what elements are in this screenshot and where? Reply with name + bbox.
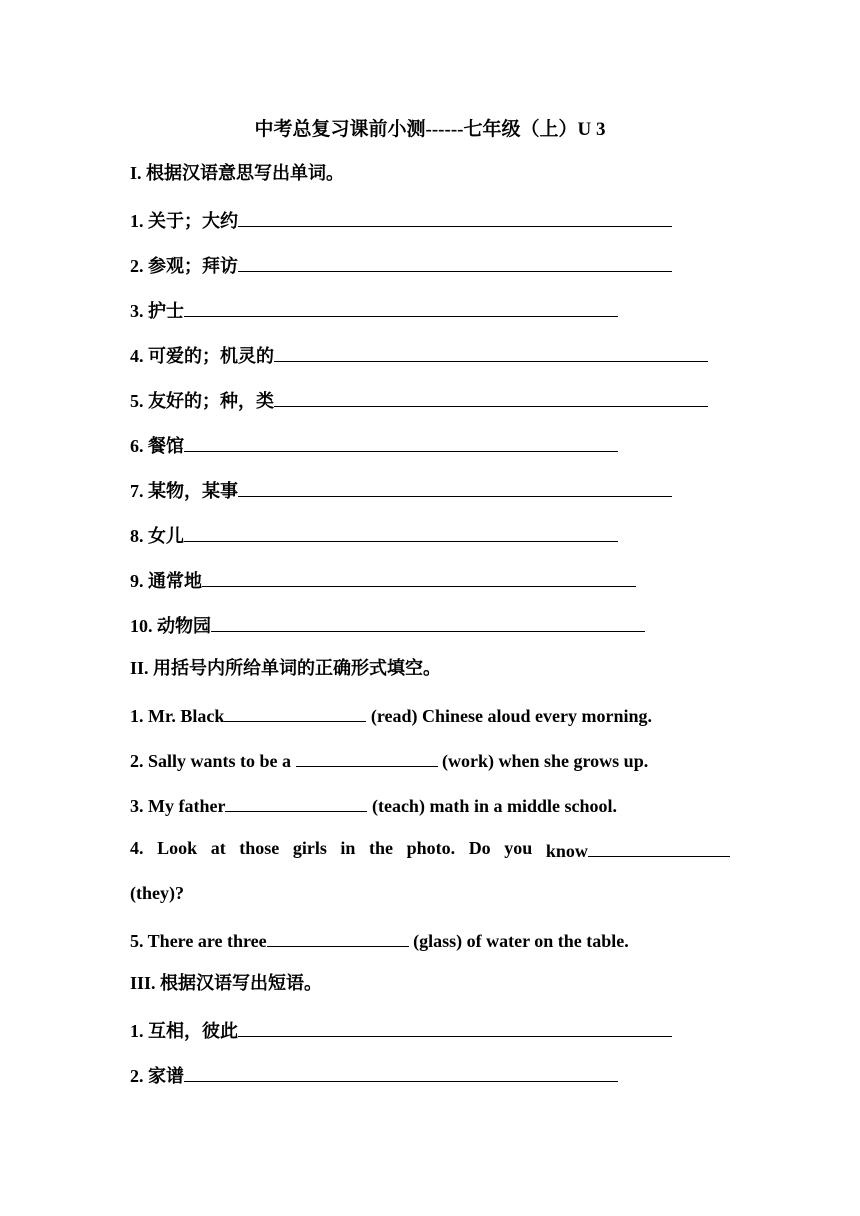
vocab-item-7 (130, 476, 672, 503)
answer-blank[interactable] (238, 206, 672, 227)
answer-blank[interactable] (224, 701, 366, 722)
vocab-item-3 (130, 296, 618, 323)
answer-blank[interactable] (267, 926, 409, 947)
vocab-item-2 (130, 251, 672, 278)
answer-blank[interactable] (296, 746, 438, 767)
fill-word: you (504, 838, 533, 858)
fill-word: at (210, 838, 226, 858)
answer-blank[interactable] (274, 341, 708, 362)
fill-word: photo. (406, 838, 456, 858)
vocab-item-label: 4. 可爱的；机灵的 (130, 346, 274, 366)
fill-item-4-continued: (they)? (130, 883, 184, 903)
vocab-item-10 (130, 611, 645, 638)
vocab-item-label: 7. 某物，某事 (130, 481, 238, 501)
fill-item-text-before: 3. My father (130, 796, 226, 816)
vocab-item-label: 5. 友好的；种，类 (130, 391, 274, 411)
answer-blank[interactable] (211, 611, 645, 632)
fill-item-3 (130, 791, 617, 818)
fill-word: girls (292, 838, 327, 858)
answer-blank[interactable] (184, 1061, 618, 1082)
vocab-item-8 (130, 521, 618, 548)
vocab-item-label: 8. 女儿 (130, 526, 184, 546)
fill-item-text-after: (read) Chinese aloud every morning. (366, 706, 652, 726)
phrase-item-1 (130, 1016, 672, 1043)
vocab-item-label: 10. 动物园 (130, 616, 211, 636)
fill-word: in (340, 838, 356, 858)
fill-item-2 (130, 746, 648, 773)
fill-word: those (239, 838, 280, 858)
fill-word-with-blank: know (546, 836, 730, 863)
vocab-item-1 (130, 206, 672, 233)
answer-blank[interactable] (184, 521, 618, 542)
fill-item-text-after: (teach) math in a middle school. (367, 796, 617, 816)
fill-word: 4. (130, 838, 144, 858)
vocab-item-label: 1. 关于；大约 (130, 211, 238, 231)
answer-blank[interactable] (274, 386, 708, 407)
fill-word: Do (468, 838, 491, 858)
fill-item-text-before: 2. Sally wants to be a (130, 751, 296, 771)
vocab-item-label: 6. 餐馆 (130, 436, 184, 456)
vocab-item-4 (130, 341, 708, 368)
page-title: 中考总复习课前小测------七年级（上）U 3 (254, 119, 606, 140)
answer-blank[interactable] (238, 476, 672, 497)
vocab-item-label: 3. 护士 (130, 301, 184, 321)
vocab-item-9 (130, 566, 636, 593)
fill-item-5 (130, 926, 629, 953)
fill-item-text-after: (work) when she grows up. (437, 751, 649, 771)
phrase-item-2 (130, 1061, 618, 1088)
answer-blank[interactable] (238, 251, 672, 272)
vocab-item-label: 9. 通常地 (130, 571, 202, 591)
phrase-item-label: 1. 互相，彼此 (130, 1021, 238, 1041)
fill-item-text-before: 5. There are three (130, 931, 267, 951)
section-1-heading: I. 根据汉语意思写出单词。 (130, 163, 345, 183)
answer-blank[interactable] (184, 296, 618, 317)
fill-item-1 (130, 701, 652, 728)
fill-word: the (369, 838, 394, 858)
answer-blank[interactable] (238, 1016, 672, 1037)
answer-blank[interactable] (588, 836, 730, 857)
answer-blank[interactable] (202, 566, 636, 587)
fill-item-4 (130, 836, 730, 863)
fill-item-text-before: 1. Mr. Black (130, 706, 225, 726)
section-3-heading: III. 根据汉语写出短语。 (130, 973, 323, 993)
answer-blank[interactable] (184, 431, 618, 452)
section-2-heading: II. 用括号内所给单词的正确形式填空。 (130, 658, 442, 678)
fill-word: Look (157, 838, 198, 858)
vocab-item-5 (130, 386, 708, 413)
vocab-item-label: 2. 参观；拜访 (130, 256, 238, 276)
phrase-item-label: 2. 家谱 (130, 1066, 184, 1086)
vocab-item-6 (130, 431, 618, 458)
fill-item-text-after: (glass) of water on the table. (408, 931, 629, 951)
answer-blank[interactable] (225, 791, 367, 812)
